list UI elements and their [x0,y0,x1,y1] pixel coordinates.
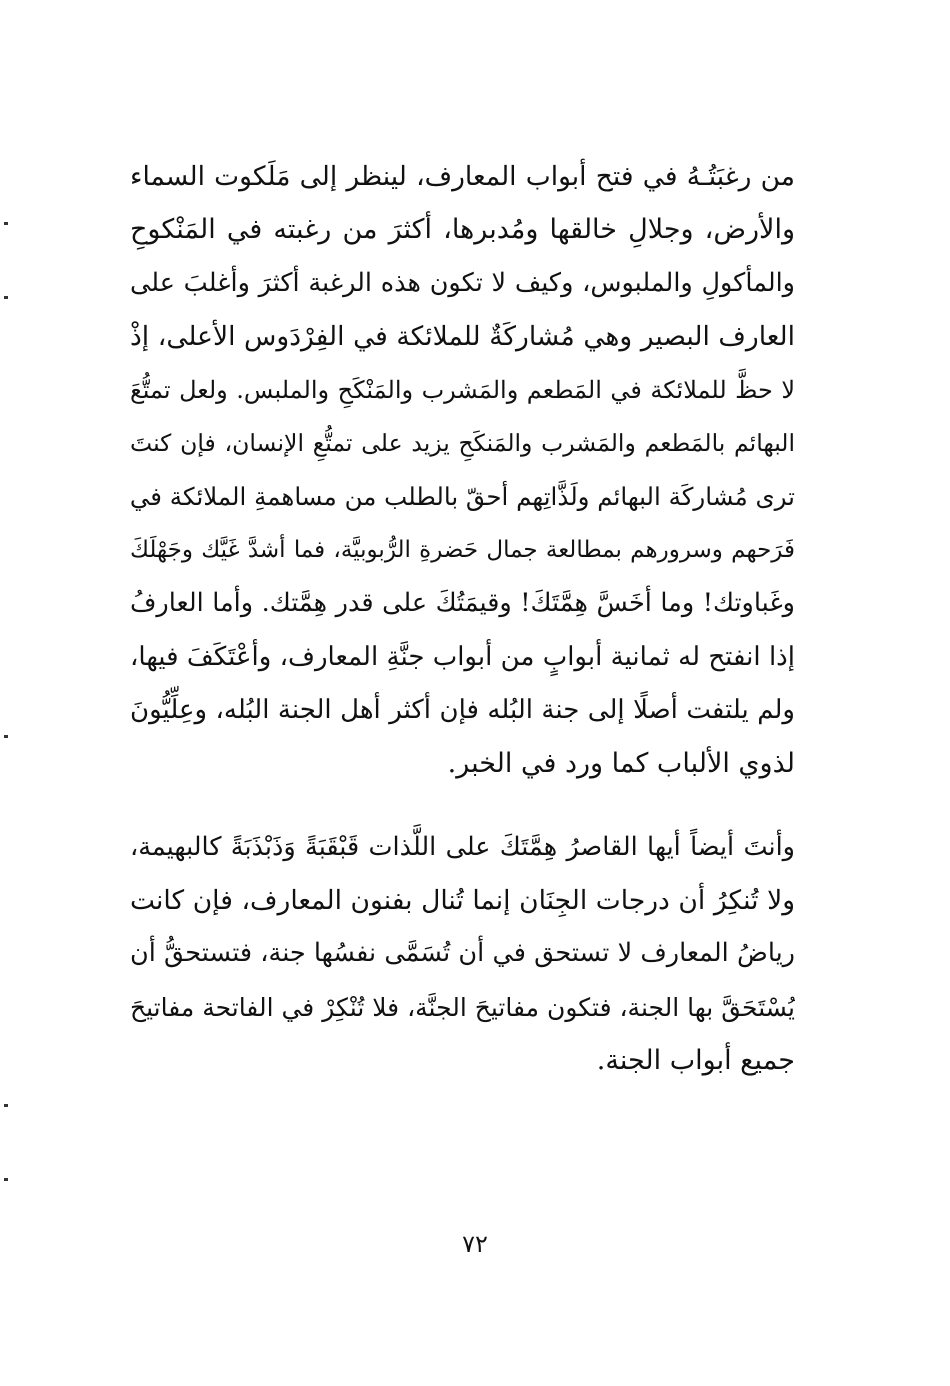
text-line: لذوي الألباب كما ورد في الخبر. [447,748,795,780]
text-line: إذا انفتح له ثمانية أبوابٍ من أبواب جنَّةِ المعارف، وأعْتَكَفَ فيها، [130,641,795,672]
text-line: العارف البصير وهي مُشاركَةٌ للملائكة في الفِرْدَوس الأعلى، إذْ [130,321,795,353]
page-body [130,150,795,1088]
text-line: جميع أبواب الجنة. [596,1045,795,1077]
text-line: ولا تُنكِرُ أن درجات الجِنَان إنما تُنال بفنون المعارف، فإن كانت [130,885,795,917]
text-line: والأرض، وجلالِ خالقها ومُدبرها، أكثرَ من رغبته في المَنْكوحِ [130,214,795,246]
scan-speck [4,1178,8,1181]
text-line: يُسْتَحَقَّ بها الجنة، فتكون مفاتيحَ الجنَّة، فلا تُنْكِرْ في الفاتحة مفاتيحَ [130,992,795,1022]
scan-speck [4,296,8,299]
text-line: وأنتَ أيضاً أيها القاصرُ هِمَّتَكَ على اللَّذات قَبْقَبَةً وَذَبْذَبَةً كالبهيمة، [130,831,795,862]
scan-speck [4,735,8,738]
scan-speck [4,222,8,225]
text-line: من رغبَتُـهُ في فتح أبواب المعارف، لينظر إلى مَلَكوت السماء [130,161,795,192]
text-line: ترى مُشاركَة البهائم ولَذَّاتِهم أحقّ بالطلب من مساهمةِ الملائكة في [130,482,795,512]
paragraph-2 [130,821,795,1088]
text-line: رياضُ المعارف لا تستحق في أن تُسَمَّى نفسُها جنة، فتستحقُّ أن [130,938,795,969]
page-number: ٧٢ [462,1230,488,1258]
paragraph-1 [130,150,795,791]
text-line: وغَباوتك! وما أخَسَّ هِمَّتَكَ! وقيمَتُكَ على قدر هِمَّتك. وأما العارفُ [130,588,795,619]
text-line: ولم يلتفت أصلًا إلى جنة البُله فإن أكثر أهل الجنة البُله، وعِلِّيُّونَ [130,694,795,725]
paragraph-gap [130,791,795,821]
text-line: لا حظَّ للملائكة في المَطعم والمَشرب والمَنْكَحِ والملبس. ولعل تمتُّعَ [130,375,795,404]
text-line: والمأكولِ والملبوس، وكيف لا تكون هذه الرغبة أكثرَ وأغلبَ على [130,267,795,298]
text-line: البهائم بالمَطعم والمَشرب والمَنكَحِ يزيد على تمتُّعِ الإنسان، فإن كنتَ [130,428,795,457]
text-line: فَرَحهم وسرورهم بمطالعة جمال حَضرةِ الرُّبوبيَّة، فما أشدَّ غَيَّك وجَهْلَكَ [130,536,795,563]
scan-speck [4,1104,8,1107]
